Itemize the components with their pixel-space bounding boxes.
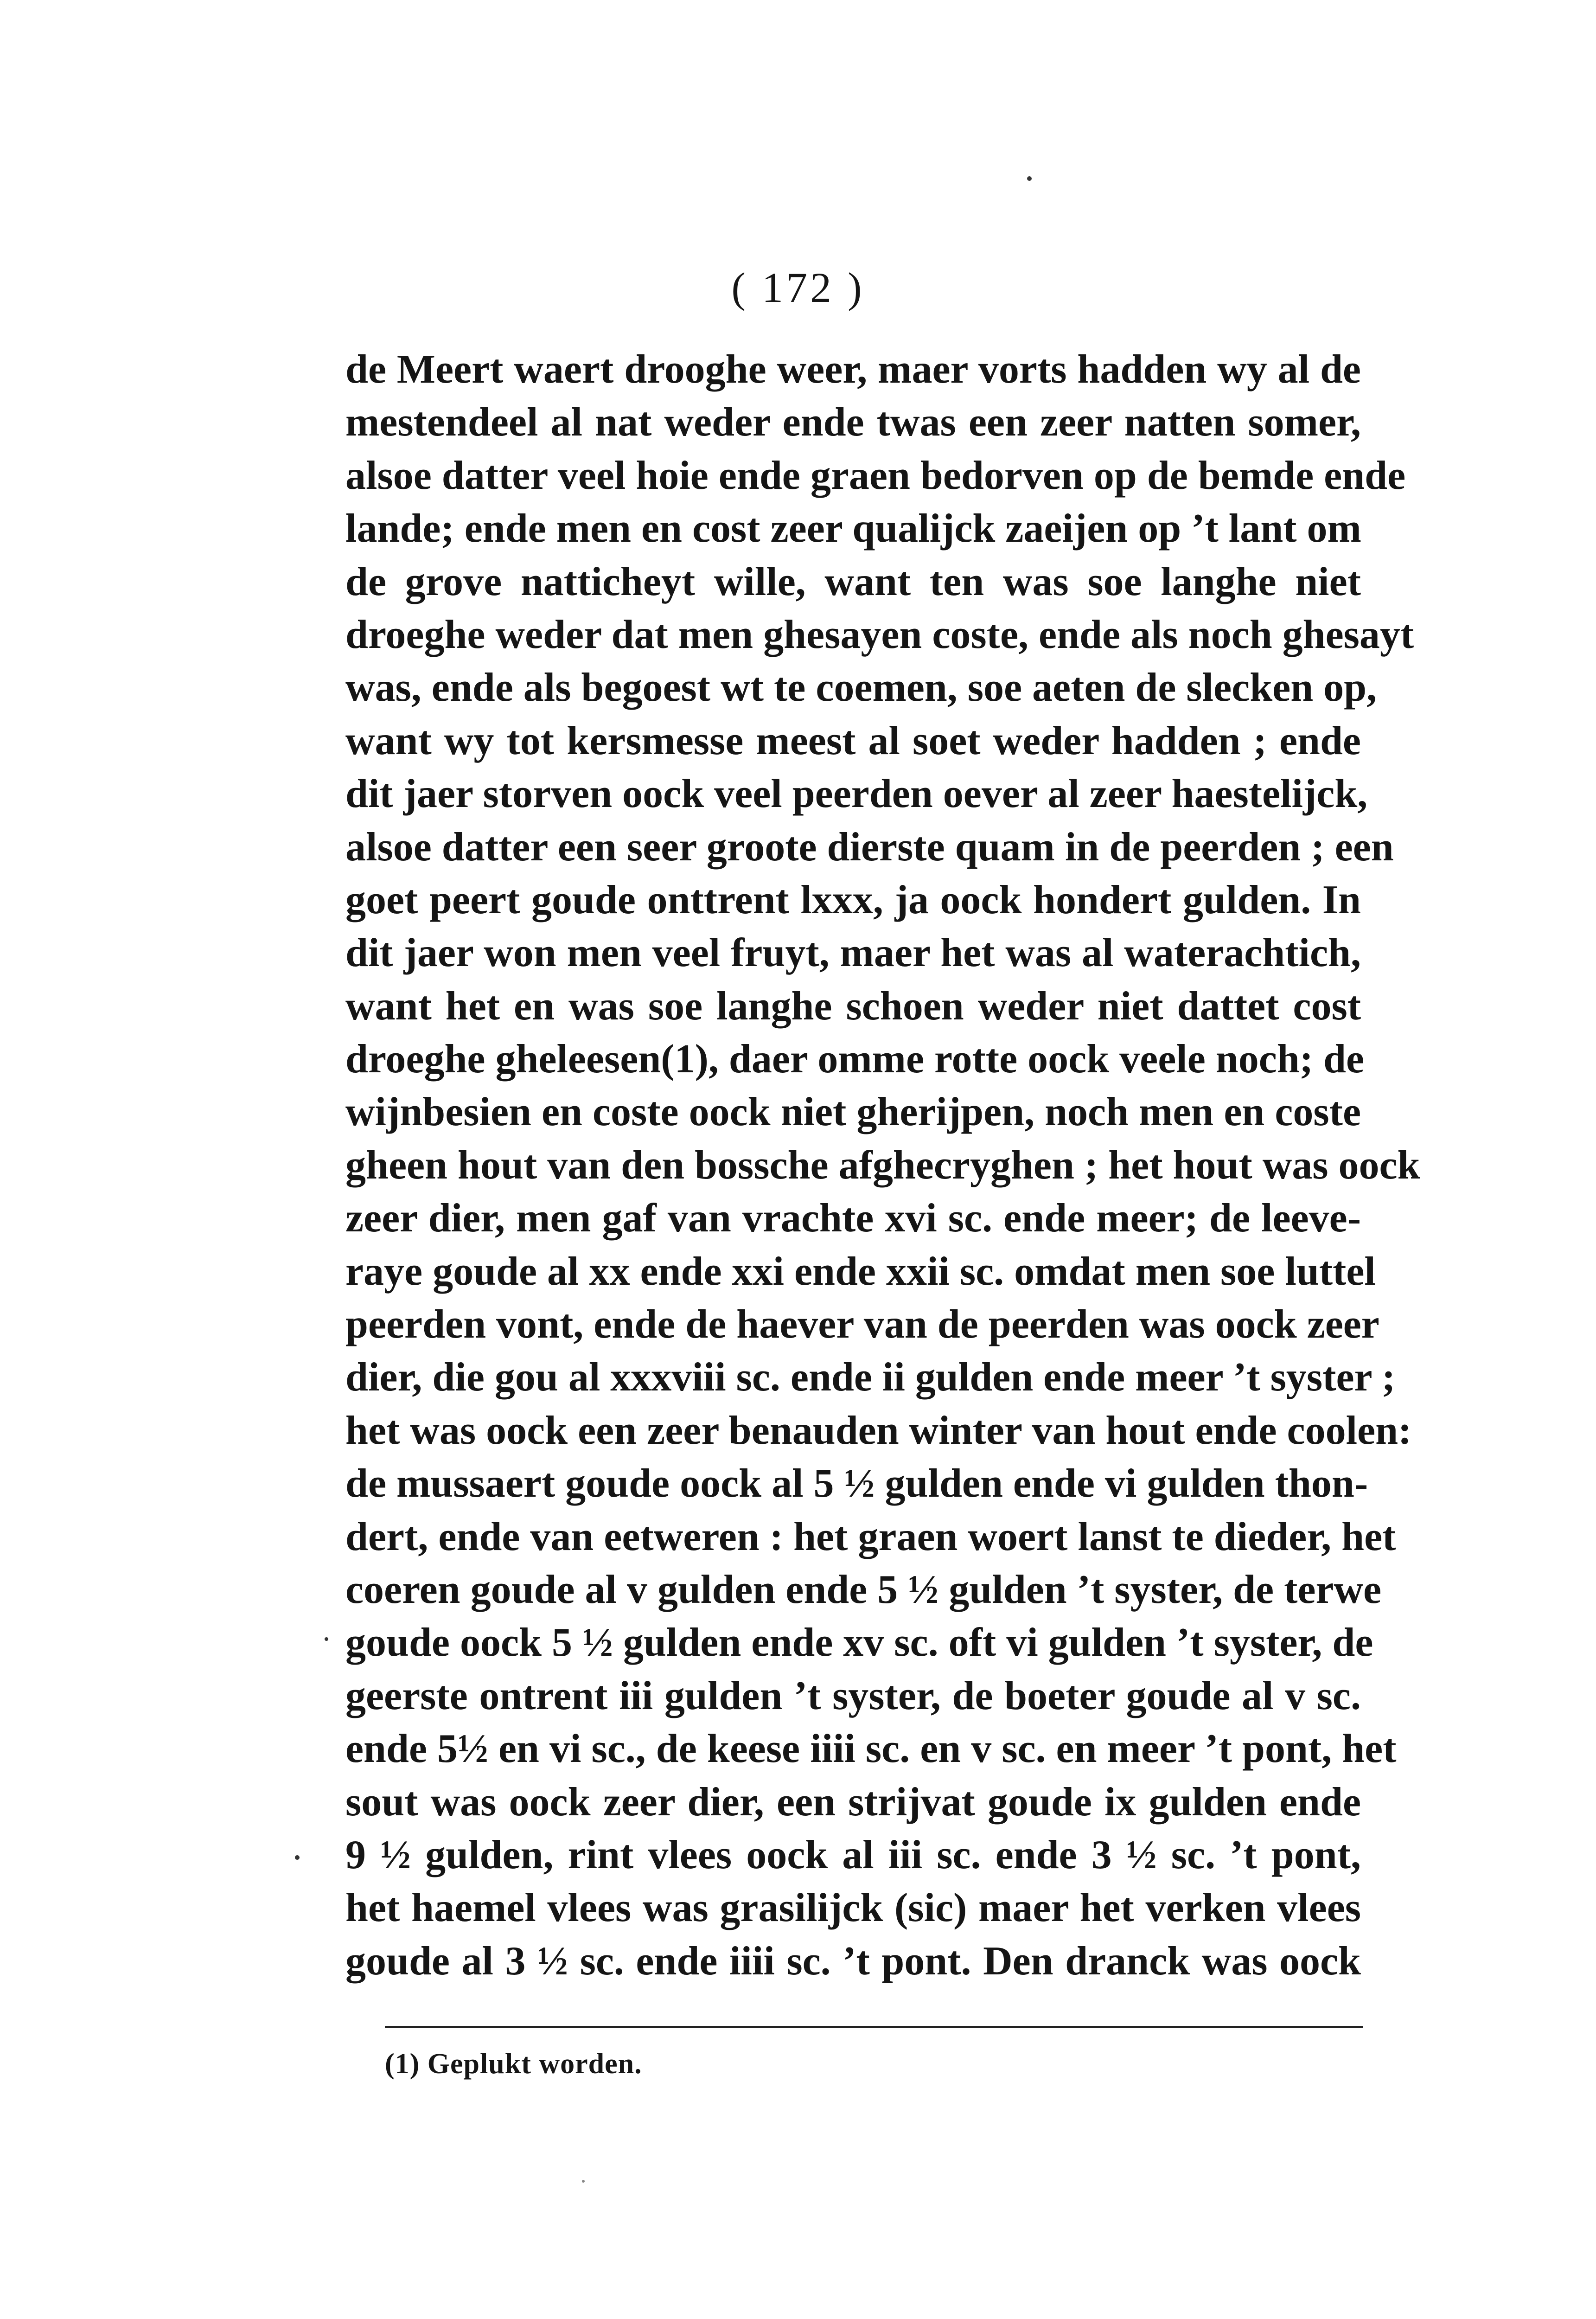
- text-line: geerste ontrent iii gulden ’t syster, de boeter goude al v sc.: [345, 1673, 1361, 1718]
- text-line: goude al 3 ½ sc. ende iiii sc. ’t pont. Den dranck was oock: [345, 1938, 1361, 1984]
- footnote: (1) Geplukt worden.: [385, 2048, 642, 2080]
- text-line: goude oock 5 ½ gulden ende xv sc. oft vi gulden ’t syster, de: [345, 1620, 1373, 1666]
- text-line: ende 5½ en vi sc., de keese iiii sc. en v sc. en meer ’t pont, het: [345, 1726, 1397, 1772]
- body-text: [345, 343, 1420, 1988]
- text-line: de Meert waert drooghe weer, maer vorts hadden wy al de: [345, 347, 1361, 392]
- text-line: sout was oock zeer dier, een strijvat goude ix gulden ende: [345, 1779, 1361, 1825]
- text-line: dit jaer storven oock veel peerden oever al zeer haestelijck,: [345, 771, 1368, 817]
- text-line: alsoe datter een seer groote dierste quam in de peerden ; een: [345, 824, 1394, 870]
- text-line: dier, die gou al xxxviii sc. ende ii gulden ende meer ’t syster ;: [345, 1355, 1396, 1400]
- text-line: goet peert goude onttrent lxxx, ja oock hondert gulden. In: [345, 877, 1361, 922]
- text-line: want wy tot kersmesse meest al soet weder hadden ; ende: [345, 718, 1361, 763]
- text-line: wijnbesien en coste oock niet gherijpen, noch men en coste: [345, 1089, 1361, 1135]
- text-line: mestendeel al nat weder ende twas een zeer natten somer,: [345, 400, 1361, 445]
- text-line: droeghe gheleesen(1), daer omme rotte oock veele noch; de: [345, 1037, 1365, 1082]
- print-speck: [582, 2180, 585, 2183]
- text-line: dit jaer won men veel fruyt, maer het was al waterachtich,: [345, 930, 1361, 976]
- print-speck: [295, 1855, 300, 1860]
- text-line: alsoe datter veel hoie ende graen bedorven op de bemde ende: [345, 453, 1406, 498]
- text-line: coeren goude al v gulden ende 5 ½ gulden ’t syster, de terwe: [345, 1567, 1382, 1612]
- text-line: zeer dier, men gaf van vrachte xvi sc. ende meer; de leeve-: [345, 1196, 1361, 1241]
- page-number: ( 172 ): [731, 264, 865, 311]
- text-line: raye goude al xx ende xxi ende xxii sc. omdat men soe luttel: [345, 1249, 1376, 1294]
- text-line: dert, ende van eetweren : het graen woert lanst te dieder, het: [345, 1514, 1396, 1559]
- print-speck: [325, 1637, 328, 1641]
- text-line: peerden vont, ende de haever van de peerden was oock zeer: [345, 1302, 1379, 1347]
- text-line: 9 ½ gulden, rint vlees oock al iii sc. ende 3 ½ sc. ’t pont,: [345, 1832, 1361, 1877]
- text-line: gheen hout van den bossche afghecryghen ; het hout was oock: [345, 1142, 1420, 1188]
- print-speck: [1027, 176, 1032, 181]
- text-line: de mussaert goude oock al 5 ½ gulden ende vi gulden thon-: [345, 1461, 1368, 1506]
- text-line: want het en was soe langhe schoen weder niet dattet cost: [345, 983, 1361, 1029]
- text-line: droeghe weder dat men ghesayen coste, ende als noch ghesayt: [345, 612, 1414, 657]
- text-line: de grove natticheyt wille, want ten was soe langhe niet: [345, 559, 1361, 604]
- text-line: was, ende als begoest wt te coemen, soe aeten de slecken op,: [345, 665, 1377, 711]
- text-line: het haemel vlees was grasilijck (sic) maer het verken vlees: [345, 1885, 1361, 1931]
- text-line: lande; ende men en cost zeer qualijck zaeijen op ’t lant om: [345, 506, 1361, 551]
- footnote-divider: [385, 2026, 1363, 2028]
- text-line: het was oock een zeer benauden winter van hout ende coolen:: [345, 1408, 1412, 1453]
